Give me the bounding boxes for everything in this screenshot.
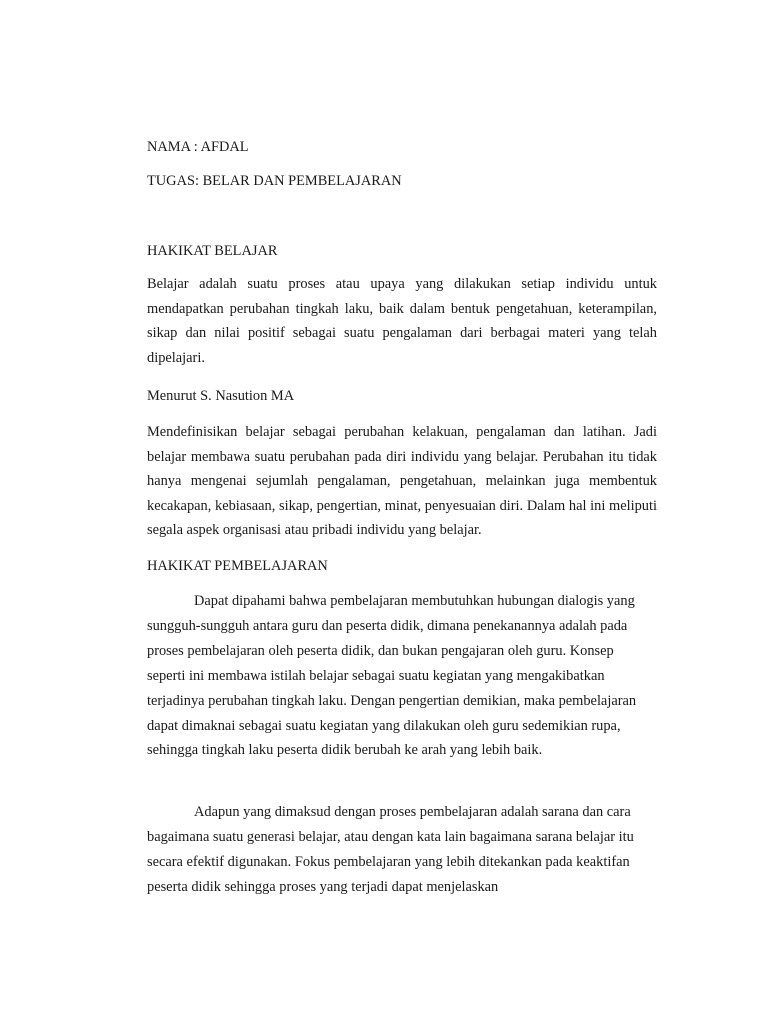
task-line: TUGAS: BELAR DAN PEMBELAJARAN [147, 173, 402, 189]
paragraph-nasution: Mendefinisikan belajar sebagai perubahan kelakuan, pengalaman dan latihan. Jadi belajar membawa suatu perubahan pada diri individu yang belajar. Perubahan itu tidak hanya mengenai sejumlah pengalaman, pengetahuan, melainkan juga membentuk kecakapan, kebiasaan, sikap, pengertian, minat, penyesuaian diri. Dalam hal ini meliputi segala aspek organisasi atau pribadi individu yang belajar. [147, 424, 657, 539]
section-heading-hakikat-pembelajaran: HAKIKAT PEMBELAJARAN [147, 558, 328, 574]
name-line: NAMA : AFDAL [147, 139, 249, 155]
paragraph-pembelajaran-1: Dapat dipahami bahwa pembelajaran membutuhkan hubungan dialogis yang sungguh-sungguh antara guru dan peserta didik, dimana penekanannya adalah pada proses pembelajaran oleh peserta didik, dan bukan pengajaran oleh guru. Konsep seperti ini membawa istilah belajar sebagai suatu kegiatan yang mengakibatkan terjadinya perubahan tingkah laku. Dengan pengertian demikian, maka pembelajaran dapat dimaknai sebagai suatu kegiatan yang dilakukan oleh guru sedemikian rupa, sehingga tingkah laku peserta didik berubah ke arah yang lebih baik. [147, 593, 637, 759]
paragraph-pembelajaran-2: Adapun yang dimaksud dengan proses pembelajaran adalah sarana dan cara bagaimana suatu generasi belajar, atau dengan kata lain bagaimana sarana belajar itu secara efektif digunakan. Fokus pembelajaran yang lebih ditekankan pada keaktifan peserta didik sehingga proses yang terjadi dapat menjelaskan [147, 804, 634, 895]
section-heading-hakikat-belajar: HAKIKAT BELAJAR [147, 243, 278, 259]
paragraph-definisi-belajar: Belajar adalah suatu proses atau upaya yang dilakukan setiap individu untuk mendapatkan perubahan tingkah laku, baik dalam bentuk pengetahuan, keterampilan, sikap dan nilai positif sebagai suatu pengalaman dari berbagai materi yang telah dipelajari. [147, 276, 657, 366]
citation-line: Menurut S. Nasution MA [147, 388, 295, 404]
